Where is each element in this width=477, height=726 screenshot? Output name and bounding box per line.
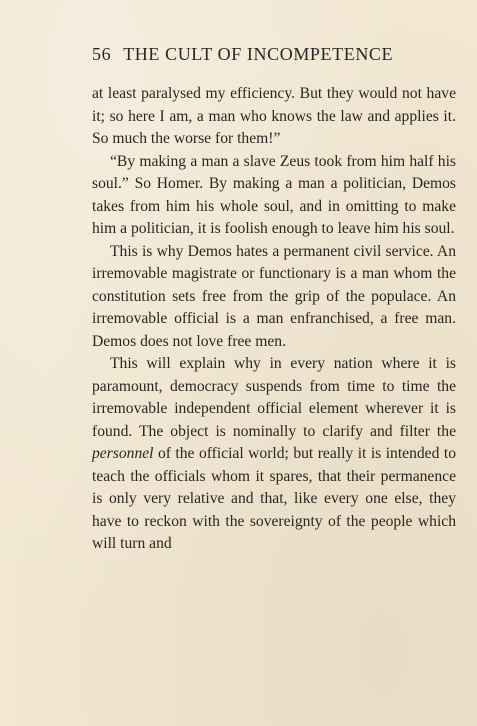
running-title: THE CULT OF INCOMPETENCE: [123, 44, 394, 64]
body-text: [92, 83, 456, 556]
paragraph-1: at least paralysed my efficiency. But they would not have it; so here I am, a man who knows the law and applies it. So much the worse for them!”: [92, 85, 456, 147]
paragraph-4-part-1: This will explain why in every nation where it is paramount, democracy suspends from time to time the irremovable independent official element wherever it is found. The object is nominally to clarify and filter the: [92, 355, 456, 440]
italic-term: personnel: [92, 445, 154, 462]
paragraph-4: [92, 353, 456, 556]
paragraph-2: “By making a man a slave Zeus took from him half his soul.” So Homer. By making a man a politician, Demos takes from him his whole soul, and in omitting to make him a politician, it is foolish enough to leave him his soul.: [92, 152, 456, 237]
paragraph-4-part-2: of the official world; but really it is intended to teach the officials whom it spares, that their permanence is only very relative and that, like every one else, they have to reckon with the sovereignty of the people which will turn and: [92, 445, 456, 552]
paragraph-3: This is why Demos hates a permanent civil service. An irremovable magistrate or functionary is a man whom the constitution sets free from the grip of the populace. An irremovable official is a man enfranchised, a free man. Demos does not love free men.: [92, 242, 456, 350]
running-header: [92, 44, 458, 72]
page-number: 56: [92, 44, 112, 64]
